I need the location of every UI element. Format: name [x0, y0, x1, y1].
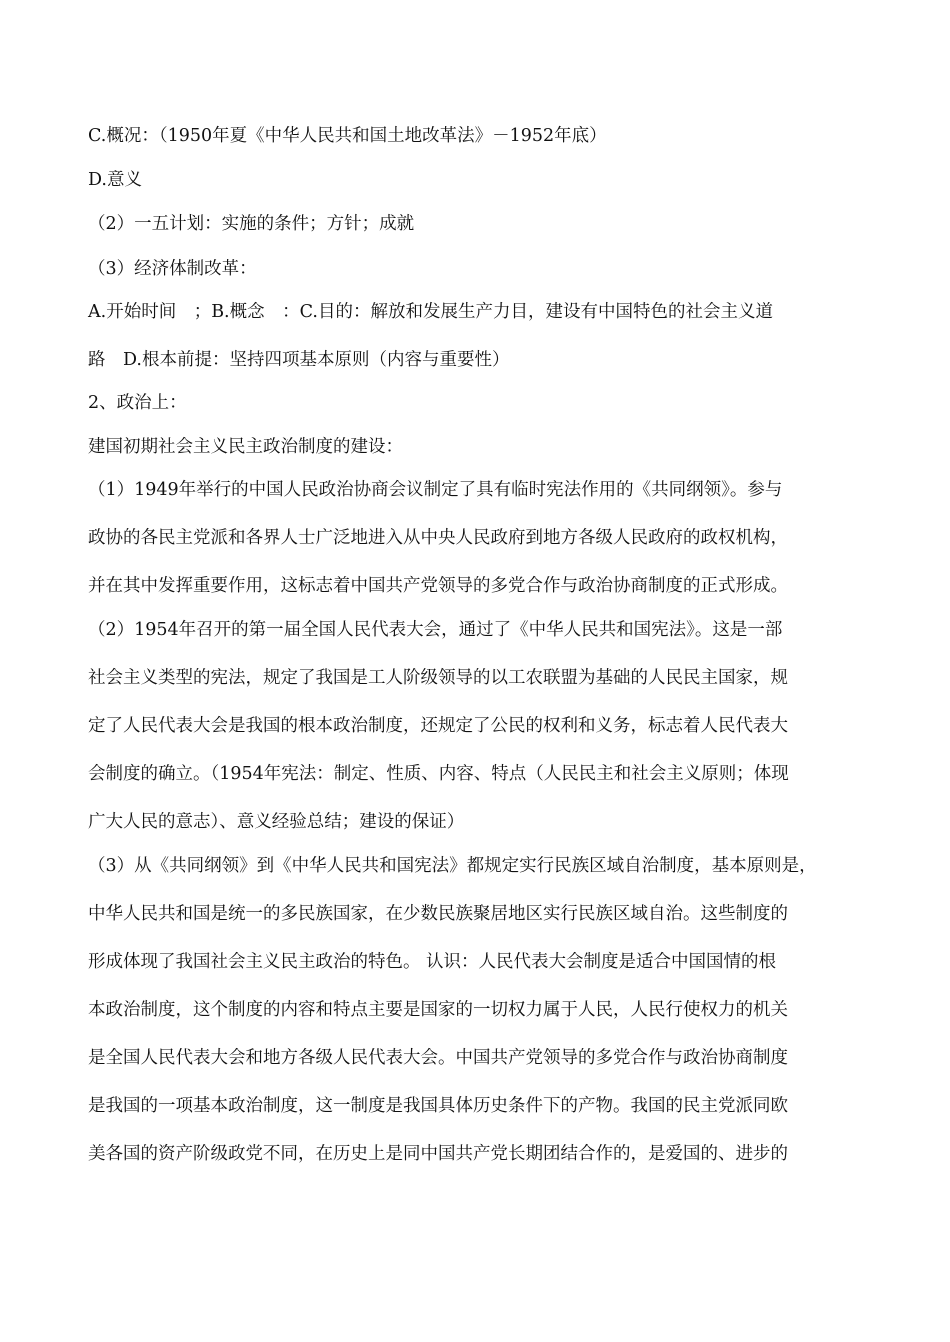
text-line: 2、政治上： — [88, 393, 187, 413]
text-line: 会制度的确立。（1954年宪法：制定、性质、内容、特点（人民民主和社会主义原则；体现 — [88, 764, 789, 784]
text-line: A.开始时间 ；B.概念 ：C.目的：解放和发展生产力目，建设有中国特色的社会主义道 — [88, 302, 773, 322]
text-line: （1）1949年举行的中国人民政治协商会议制定了具有临时宪法作用的《共同纲领》。参与 — [88, 480, 783, 500]
text-line: （2）1954年召开的第一届全国人民代表大会，通过了《中华人民共和国宪法》。这是一部 — [88, 620, 783, 640]
text-line: 是全国人民代表大会和地方各级人民代表大会。中国共产党领导的多党合作与政治协商制度 — [88, 1048, 788, 1068]
text-line: 定了人民代表大会是我国的根本政治制度，还规定了公民的权利和义务，标志着人民代表大 — [88, 716, 788, 736]
text-line: 中华人民共和国是统一的多民族国家，在少数民族聚居地区实行民族区域自治。这些制度的 — [88, 904, 788, 924]
text-line: 政协的各民主党派和各界人士广泛地进入从中央人民政府到地方各级人民政府的政权机构， — [88, 528, 788, 548]
text-line: （2）一五计划：实施的条件；方针；成就 — [88, 214, 415, 234]
text-line: 建国初期社会主义民主政治制度的建设： — [88, 437, 403, 457]
text-line: 美各国的资产阶级政党不同，在历史上是同中国共产党长期团结合作的，是爱国的、进步的 — [88, 1144, 788, 1164]
text-line: D.意义 — [88, 170, 142, 190]
text-line: 社会主义类型的宪法，规定了我国是工人阶级领导的以工农联盟为基础的人民民主国家，规 — [88, 668, 788, 688]
text-line: 广大人民的意志）、意义经验总结；建设的保证） — [88, 812, 465, 832]
text-line: （3）从《共同纲领》到《中华人民共和国宪法》都规定实行民族区域自治制度，基本原则是， — [88, 856, 817, 876]
text-line: （3）经济体制改革： — [88, 259, 257, 279]
text-line: C.概况：（1950年夏《中华人民共和国土地改革法》－1952年底） — [88, 126, 607, 146]
text-line: 形成体现了我国社会主义民主政治的特色。 认识：人民代表大会制度是适合中国国情的根 — [88, 952, 777, 972]
text-line: 本政治制度，这个制度的内容和特点主要是国家的一切权力属于人民，人民行使权力的机关 — [88, 1000, 788, 1020]
text-line: 路 D.根本前提：坚持四项基本原则（内容与重要性） — [88, 350, 510, 370]
text-line: 是我国的一项基本政治制度，这一制度是我国具体历史条件下的产物。我国的民主党派同欧 — [88, 1096, 788, 1116]
text-line: 并在其中发挥重要作用，这标志着中国共产党领导的多党合作与政治协商制度的正式形成。 — [88, 576, 788, 596]
